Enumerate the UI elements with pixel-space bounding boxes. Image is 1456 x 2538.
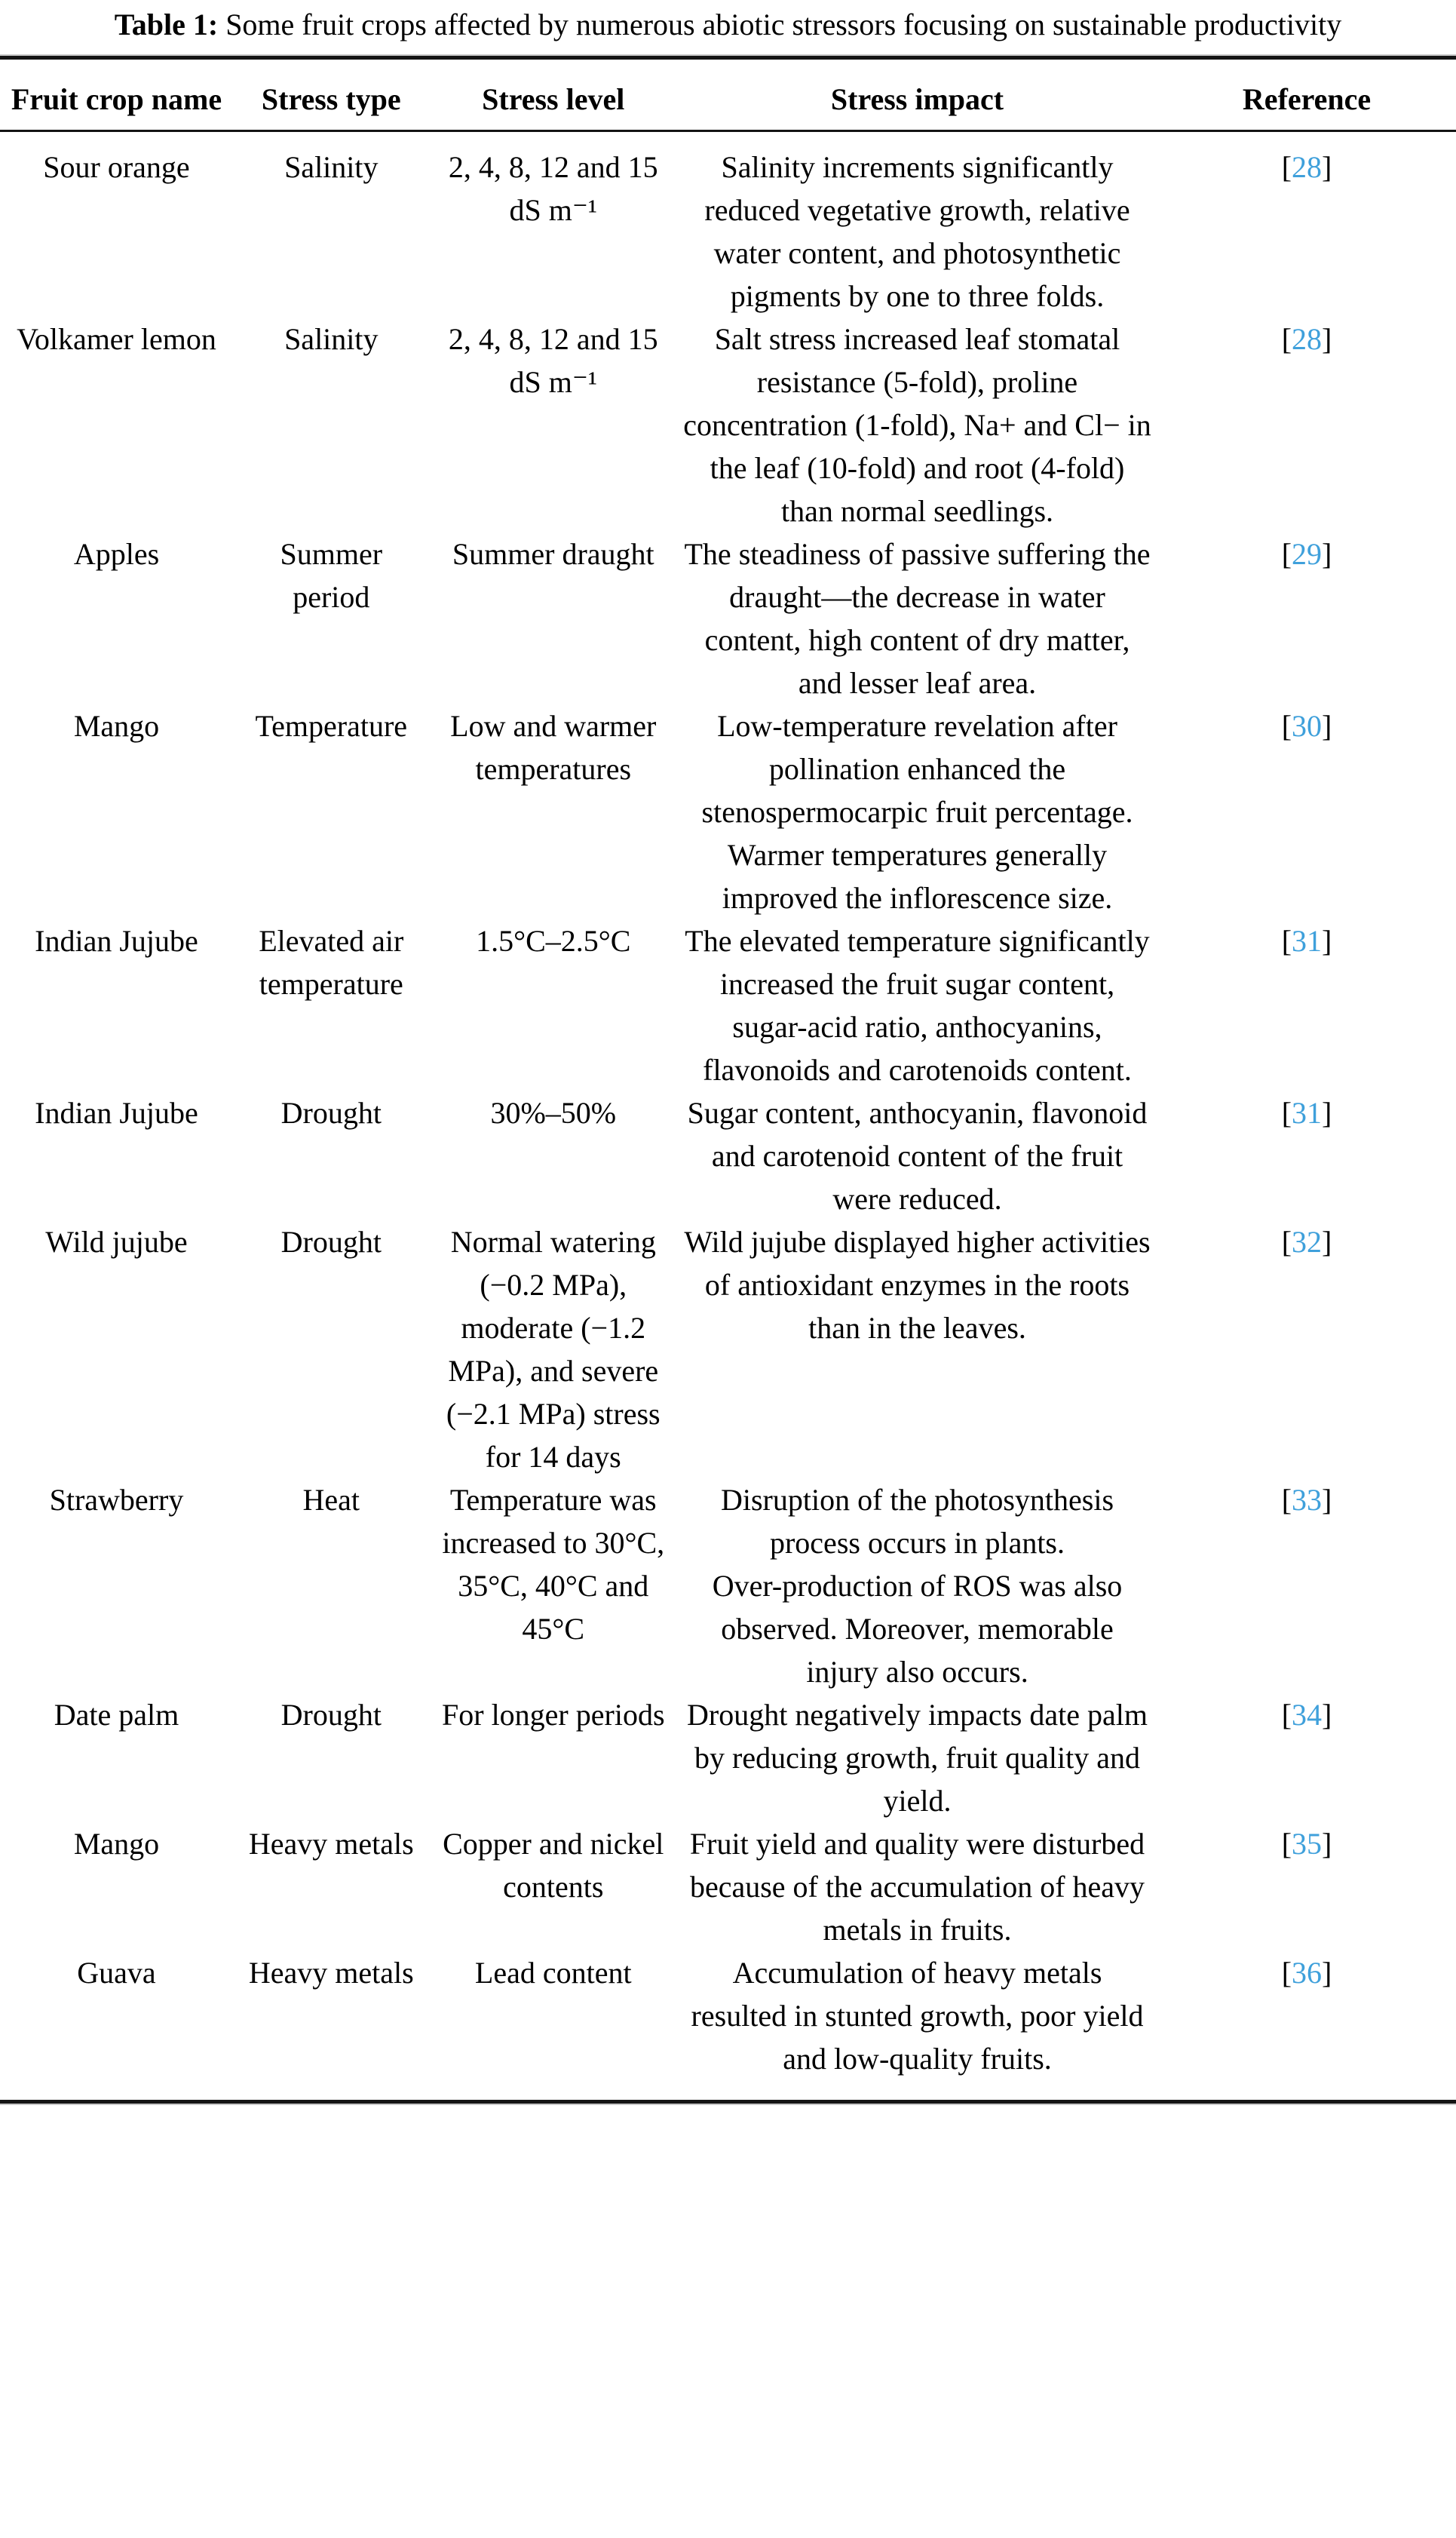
cell-reference (1157, 1478, 1456, 1693)
cell-fruit-crop-name: Mango (73, 709, 160, 743)
stress-impact-text: The steadiness of passive suffering the draught—the decrease in water content, high content of dry matter, and lesser leaf area. (684, 537, 1151, 700)
bracket-close: ] (1322, 1698, 1332, 1732)
bracket-open: [ (1281, 1096, 1292, 1130)
table-caption (0, 0, 1456, 44)
reference-link[interactable]: 36 (1292, 1956, 1323, 1990)
stress-impact-text: Wild jujube displayed higher activities of antioxidant enzymes in the roots than in the leaves. (684, 1225, 1151, 1345)
cell-fruit-crop-name: Indian Jujube (35, 1096, 198, 1130)
table-row (0, 1091, 1456, 1220)
table-row (0, 1478, 1456, 1693)
column-header-stress-level: Stress level (430, 60, 677, 131)
cell-stress-level: Low and warmer temperatures (450, 709, 657, 786)
cell-stress-level: 30%–50% (490, 1096, 617, 1130)
bracket-open: [ (1281, 1483, 1292, 1517)
cell-reference (1157, 919, 1456, 1091)
reference-link[interactable]: 32 (1292, 1225, 1323, 1259)
cell-stress-level: For longer periods (442, 1698, 665, 1732)
cell-stress-impact (677, 919, 1157, 1091)
cell-fruit-crop-name: Mango (73, 1827, 160, 1861)
cell-stress-impact (677, 1693, 1157, 1822)
fruit-crops-table (0, 60, 1456, 2100)
cell-fruit-crop-name: Volkamer lemon (17, 322, 216, 356)
bracket-close: ] (1322, 709, 1332, 743)
cell-stress-impact (677, 1951, 1157, 2100)
cell-stress-type: Salinity (284, 150, 379, 184)
cell-stress-impact (677, 1220, 1157, 1478)
cell-stress-type: Temperature (255, 709, 408, 743)
cell-stress-level: Summer draught (452, 537, 654, 571)
cell-reference (1157, 704, 1456, 919)
stress-impact-text: Disruption of the photosynthesis process occurs in plants. (720, 1483, 1114, 1560)
reference-link[interactable]: 35 (1292, 1827, 1323, 1861)
cell-stress-level: 2, 4, 8, 12 and 15 dS m⁻¹ (448, 322, 658, 399)
reference-link[interactable]: 34 (1292, 1698, 1323, 1732)
stress-impact-text: Salt stress increased leaf stomatal resistance (5-fold), proline concentration (1-fold), Na+ and Cl− in the leaf (10-fold) and root (4-fold) than normal seedlings. (683, 322, 1151, 528)
reference-link[interactable]: 29 (1292, 537, 1323, 571)
cell-stress-type: Drought (280, 1698, 382, 1732)
cell-stress-impact (677, 318, 1157, 532)
bracket-open: [ (1281, 322, 1292, 356)
reference-link[interactable]: 28 (1292, 322, 1323, 356)
stress-impact-text: The elevated temperature significantly increased the fruit sugar content, sugar-acid ratio, anthocyanins, flavonoids and carotenoids content. (685, 924, 1150, 1087)
table-row (0, 318, 1456, 532)
bracket-open: [ (1281, 1956, 1292, 1990)
reference-link[interactable]: 31 (1292, 1096, 1323, 1130)
cell-stress-type: Heavy metals (248, 1827, 414, 1861)
table-row (0, 704, 1456, 919)
column-header-stress-impact: Stress impact (677, 60, 1157, 131)
bracket-close: ] (1322, 150, 1332, 184)
cell-stress-type: Salinity (284, 322, 379, 356)
cell-stress-type: Heavy metals (248, 1956, 414, 1990)
bracket-close: ] (1322, 1225, 1332, 1259)
bracket-close: ] (1322, 322, 1332, 356)
cell-stress-impact (677, 131, 1157, 318)
cell-reference (1157, 131, 1456, 318)
cell-fruit-crop-name: Strawberry (49, 1483, 184, 1517)
cell-reference (1157, 532, 1456, 704)
cell-stress-level: Temperature was increased to 30°C, 35°C, 40°C and 45°C (442, 1483, 665, 1646)
stress-impact-text: Accumulation of heavy metals resulted in stunted growth, poor yield and low-quality fruits. (691, 1956, 1144, 2076)
bracket-close: ] (1322, 537, 1332, 571)
bracket-close: ] (1322, 1956, 1332, 1990)
table-row (0, 1951, 1456, 2100)
cell-reference (1157, 1693, 1456, 1822)
bracket-open: [ (1281, 1698, 1292, 1732)
table-row (0, 532, 1456, 704)
bracket-open: [ (1281, 1225, 1292, 1259)
table-row (0, 1220, 1456, 1478)
table-caption-text: Some fruit crops affected by numerous abiotic stressors focusing on sustainable productivity (218, 8, 1342, 41)
cell-stress-type: Drought (280, 1096, 382, 1130)
cell-fruit-crop-name: Wild jujube (45, 1225, 188, 1259)
cell-fruit-crop-name: Indian Jujube (35, 924, 198, 958)
cell-stress-level: 2, 4, 8, 12 and 15 dS m⁻¹ (448, 150, 658, 227)
cell-reference (1157, 1091, 1456, 1220)
bracket-close: ] (1322, 1096, 1332, 1130)
cell-fruit-crop-name: Apples (73, 537, 160, 571)
cell-stress-type: Elevated air temperature (259, 924, 404, 1001)
cell-stress-level: 1.5°C–2.5°C (476, 924, 631, 958)
bracket-close: ] (1322, 1483, 1332, 1517)
cell-stress-impact (677, 1822, 1157, 1951)
bracket-open: [ (1281, 709, 1292, 743)
cell-stress-type: Summer period (280, 537, 383, 614)
bracket-open: [ (1281, 924, 1292, 958)
cell-stress-level: Lead content (474, 1956, 632, 1990)
cell-reference (1157, 1220, 1456, 1478)
column-header-stress-type: Stress type (233, 60, 430, 131)
bracket-close: ] (1322, 1827, 1332, 1861)
table-row (0, 1822, 1456, 1951)
bracket-close: ] (1322, 924, 1332, 958)
table-row (0, 131, 1456, 318)
bracket-open: [ (1281, 537, 1292, 571)
cell-reference (1157, 318, 1456, 532)
column-header-fruit-crop-name: Fruit crop name (0, 60, 233, 131)
table-row (0, 1693, 1456, 1822)
table-bottom-rule (0, 2100, 1456, 2105)
cell-stress-type: Drought (280, 1225, 382, 1259)
stress-impact-text: Salinity increments significantly reduced vegetative growth, relative water content, and photosynthetic pigments by one to three folds. (704, 150, 1130, 313)
cell-fruit-crop-name: Date palm (54, 1698, 179, 1732)
header-row (0, 60, 1456, 131)
reference-link[interactable]: 33 (1292, 1483, 1323, 1517)
table-caption-label: Table 1: (114, 8, 219, 41)
reference-link[interactable]: 28 (1292, 150, 1323, 184)
cell-stress-level: Normal watering (−0.2 MPa), moderate (−1.2 MPa), and severe (−2.1 MPa) stress for 14 days (446, 1225, 661, 1474)
bracket-open: [ (1281, 1827, 1292, 1861)
cell-stress-impact (677, 704, 1157, 919)
cell-stress-impact (677, 1091, 1157, 1220)
stress-impact-text: Drought negatively impacts date palm by reducing growth, fruit quality and yield. (687, 1698, 1148, 1818)
cell-stress-impact (677, 532, 1157, 704)
stress-impact-text: Fruit yield and quality were disturbed because of the accumulation of heavy metals in fruits. (689, 1827, 1145, 1947)
cell-fruit-crop-name: Guava (77, 1956, 156, 1990)
cell-reference (1157, 1822, 1456, 1951)
reference-link[interactable]: 30 (1292, 709, 1323, 743)
reference-link[interactable]: 31 (1292, 924, 1323, 958)
table-row (0, 919, 1456, 1091)
cell-fruit-crop-name: Sour orange (43, 150, 190, 184)
stress-impact-text: Sugar content, anthocyanin, flavonoid and carotenoid content of the fruit were reduced. (687, 1096, 1148, 1216)
stress-impact-text: Low-temperature revelation after pollination enhanced the stenospermocarpic fruit percentage. Warmer temperatures generally improved the inflorescence size. (701, 709, 1133, 915)
bracket-open: [ (1281, 150, 1292, 184)
cell-reference (1157, 1951, 1456, 2100)
cell-stress-type: Heat (302, 1483, 360, 1517)
cell-stress-level: Copper and nickel contents (443, 1827, 664, 1904)
cell-stress-impact (677, 1478, 1157, 1693)
table-top-rule (0, 54, 1456, 60)
column-header-reference: Reference (1157, 60, 1456, 131)
stress-impact-text: Over-production of ROS was also observed. Moreover, memorable injury also occurs. (712, 1569, 1123, 1689)
